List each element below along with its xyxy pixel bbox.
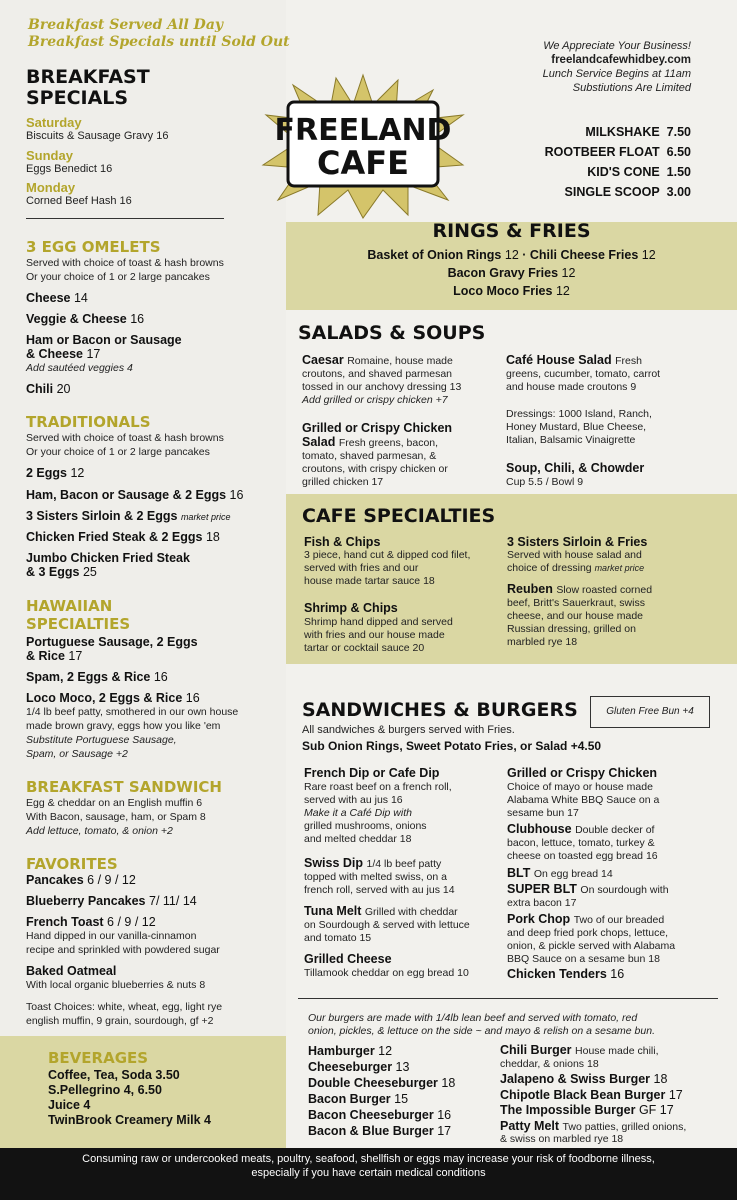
loco-note: Substitute Portuguese Sausage, bbox=[26, 734, 177, 746]
burger-item: Chipotle Black Bean Burger 17 bbox=[500, 1088, 683, 1102]
beverage-item: S.Pellegrino 4, 6.50 bbox=[48, 1083, 162, 1097]
special-day: Monday bbox=[26, 180, 76, 195]
caesar-desc: tossed in our anchovy dressing 13 bbox=[302, 381, 462, 393]
beverage-item: Coffee, Tea, Soda 3.50 bbox=[48, 1068, 180, 1082]
burger-item: Cheeseburger 13 bbox=[308, 1060, 410, 1074]
ft-desc: recipe and sprinkled with powdered sugar bbox=[26, 944, 220, 956]
disclaimer-line: especially if you have certain medical conditions bbox=[251, 1167, 486, 1179]
burger-item: Double Cheeseburger 18 bbox=[308, 1076, 456, 1090]
dessert-list bbox=[545, 122, 691, 202]
beverage-item: TwinBrook Creamery Milk 4 bbox=[48, 1113, 212, 1127]
menu-item: Loco Moco, 2 Eggs & Rice 16 bbox=[26, 691, 200, 705]
shrimp-desc: with fries and our house made bbox=[304, 629, 445, 641]
burger-item: Jalapeno & Swiss Burger 18 bbox=[500, 1072, 668, 1086]
french-desc: grilled mushrooms, onions bbox=[304, 820, 427, 832]
beverage-item: Juice 4 bbox=[48, 1098, 91, 1112]
divider bbox=[26, 218, 224, 219]
traditionals-desc: Or your choice of 1 or 2 large pancakes bbox=[26, 446, 210, 458]
salads-title: SALADS & SOUPS bbox=[298, 322, 486, 344]
traditionals-desc: Served with choice of toast & hash browns bbox=[26, 432, 224, 444]
menu-item: 3 Sisters Sirloin & 2 Eggs market price bbox=[26, 509, 231, 523]
menu-item: Grilled Cheese bbox=[304, 952, 392, 966]
sandwich-line: Egg & cheddar on an English muffin 6 bbox=[26, 797, 203, 809]
menu-item: & Cheese 17 bbox=[26, 347, 101, 361]
fish-desc: house made tartar sauce 18 bbox=[304, 575, 435, 587]
menu-item: & Rice 17 bbox=[26, 649, 83, 663]
burger-item: The Impossible Burger GF 17 bbox=[500, 1103, 674, 1117]
tuna-desc: on Sourdough & served with lettuce bbox=[304, 919, 470, 931]
special-day: Sunday bbox=[26, 148, 73, 163]
menu-item: Cheese 14 bbox=[26, 291, 88, 305]
caesar-desc: croutons, and shaved parmesan bbox=[302, 368, 453, 380]
menu-item: Swiss Dip 1/4 lb beef patty bbox=[304, 856, 442, 870]
favorites-title: FAVORITES bbox=[26, 855, 118, 873]
menu-item: Jumbo Chicken Fried Steak bbox=[26, 551, 190, 565]
french-desc: Rare roast beef on a french roll, bbox=[304, 781, 452, 793]
loco-note: Spam, or Sausage +2 bbox=[26, 748, 128, 760]
french-desc: Make it a Café Dip with bbox=[304, 807, 412, 819]
menu-item: Baked Oatmeal bbox=[26, 964, 117, 978]
hawaiian-title: HAWAIIAN bbox=[26, 597, 113, 615]
cafe-title: CAFE SPECIALTIES bbox=[302, 505, 496, 527]
swiss-desc: french roll, served with au jus 14 bbox=[304, 884, 455, 896]
logo-text-freeland: FREELAND bbox=[274, 113, 452, 148]
logo-burst-icon bbox=[258, 70, 468, 220]
sirloin-desc: Served with house salad and bbox=[507, 549, 642, 561]
menu-item: Chicken Tenders 16 bbox=[507, 967, 625, 981]
menu-item: Fish & Chips bbox=[304, 535, 381, 549]
sandwiches-title: SANDWICHES & BURGERS bbox=[302, 699, 578, 721]
menu-item: Clubhouse Double decker of bbox=[507, 822, 655, 836]
burger-item: Bacon & Blue Burger 17 bbox=[308, 1124, 452, 1138]
rings-line: Bacon Gravy Fries 12 bbox=[447, 266, 576, 280]
menu-item: Portuguese Sausage, 2 Eggs bbox=[26, 635, 198, 649]
gcc-desc: grilled chicken 17 bbox=[302, 476, 384, 488]
hawaiian-title: SPECIALTIES bbox=[26, 615, 131, 633]
appreciate-text: We Appreciate Your Business! bbox=[543, 40, 691, 52]
swiss-desc: topped with melted swiss, on a bbox=[304, 871, 447, 883]
menu-item: Grilled or Crispy Chicken bbox=[302, 421, 453, 435]
shrimp-desc: tartar or cocktail sauce 20 bbox=[304, 642, 425, 654]
dressings: Italian, Balsamic Vinaigrette bbox=[506, 434, 636, 446]
pork-desc: and deep fried pork chops, lettuce, bbox=[507, 927, 669, 939]
ft-desc: Hand dipped in our vanilla-cinnamon bbox=[26, 930, 197, 942]
breakfast-specials-title-1: BREAKFAST bbox=[26, 66, 150, 88]
omelets-desc: Served with choice of toast & hash browns bbox=[26, 257, 224, 269]
sandwiches-sub: Sub Onion Rings, Sweet Potato Fries, or Salad +4.50 bbox=[302, 739, 602, 753]
burger-item: Patty Melt Two patties, grilled onions, bbox=[500, 1119, 687, 1133]
menu-item: Spam, 2 Eggs & Rice 16 bbox=[26, 670, 168, 684]
sirloin-desc: choice of dressing market price bbox=[507, 562, 645, 574]
burger-item: Hamburger 12 bbox=[308, 1044, 393, 1058]
grilled-desc: Tillamook cheddar on egg bread 10 bbox=[304, 967, 469, 979]
burger-item: Chili Burger House made chili, bbox=[500, 1043, 659, 1057]
toast-choices: Toast Choices: white, wheat, egg, light rye bbox=[26, 1001, 223, 1013]
website-link[interactable]: freelandcafewhidbey.com bbox=[551, 54, 691, 66]
reuben-desc: beef, Britt's Sauerkraut, swiss bbox=[507, 597, 645, 609]
divider bbox=[298, 998, 718, 999]
menu-item: & 3 Eggs 25 bbox=[26, 565, 97, 579]
chili-desc: cheddar, & onions 18 bbox=[500, 1058, 599, 1070]
patty-desc: & swiss on marbled rye 18 bbox=[500, 1133, 624, 1145]
menu-item: Caesar Romaine, house made bbox=[302, 353, 453, 367]
rings-line: Loco Moco Fries 12 bbox=[453, 284, 570, 298]
gcc-desc: croutons, with crispy chicken or bbox=[302, 463, 448, 475]
menu-item: Chili 20 bbox=[26, 382, 71, 396]
menu-item: Blueberry Pancakes 7/ 11/ 14 bbox=[26, 894, 197, 908]
caesar-note: Add grilled or crispy chicken +7 bbox=[302, 394, 448, 406]
menu-item: SUPER BLT On sourdough with bbox=[507, 882, 669, 896]
menu-item: Salad Fresh greens, bacon, bbox=[302, 435, 439, 449]
sandwich-line: Add lettuce, tomato, & onion +2 bbox=[26, 825, 173, 837]
breakfast-specials-title-2: SPECIALS bbox=[26, 87, 129, 109]
burger-note: onion, pickles, & lettuce on the side ~ and mayo & relish on a sesame bun. bbox=[308, 1025, 655, 1037]
menu-item: 2 Eggs 12 bbox=[26, 466, 85, 480]
dessert-item: KID'S CONE 1.50 bbox=[587, 165, 691, 179]
menu-item: Pork Chop Two of our breaded bbox=[507, 912, 665, 926]
menu-item: Shrimp & Chips bbox=[304, 601, 398, 615]
dessert-item: MILKSHAKE 7.50 bbox=[585, 125, 691, 139]
club-desc: cheese on toasted egg bread 16 bbox=[507, 850, 658, 862]
fish-desc: 3 piece, hand cut & dipped cod filet, bbox=[304, 549, 471, 561]
dessert-item: SINGLE SCOOP 3.00 bbox=[564, 185, 691, 199]
french-desc: served with au jus 16 bbox=[304, 794, 403, 806]
menu-item: Tuna Melt Grilled with cheddar bbox=[304, 904, 458, 918]
soup-desc: Cup 5.5 / Bowl 9 bbox=[506, 476, 584, 488]
rings-title: RINGS & FRIES bbox=[432, 220, 591, 242]
house-desc: and house made croutons 9 bbox=[506, 381, 637, 393]
pork-desc: BBQ Sauce on a sesame bun 18 bbox=[507, 953, 660, 965]
dessert-item: ROOTBEER FLOAT 6.50 bbox=[544, 145, 691, 159]
loco-desc: 1/4 lb beef patty, smothered in our own house bbox=[26, 706, 239, 718]
dressings: Honey Mustard, Blue Cheese, bbox=[506, 421, 647, 433]
special-item: Corned Beef Hash 16 bbox=[26, 195, 132, 207]
french-desc: and melted cheddar 18 bbox=[304, 833, 412, 845]
tuna-desc: and tomato 15 bbox=[304, 932, 372, 944]
menu-item: Café House Salad Fresh bbox=[506, 353, 642, 367]
sblt-desc: extra bacon 17 bbox=[507, 897, 577, 909]
fish-desc: served with fries and our bbox=[304, 562, 419, 574]
menu-item: Grilled or Crispy Chicken bbox=[507, 766, 658, 780]
menu-item: French Dip or Cafe Dip bbox=[304, 766, 440, 780]
rings-line: Basket of Onion Rings 12 · Chili Cheese Fries 12 bbox=[367, 248, 656, 262]
gcc-sandwich-desc: sesame bun 17 bbox=[507, 807, 579, 819]
gcc-sandwich-desc: Choice of mayo or house made bbox=[507, 781, 653, 793]
special-item: Biscuits & Sausage Gravy 16 bbox=[26, 130, 169, 142]
subs-text: Substiutions Are Limited bbox=[572, 82, 691, 94]
sandwiches-sub: All sandwiches & burgers served with Fries. bbox=[302, 724, 515, 736]
special-day: Saturday bbox=[26, 115, 82, 130]
club-desc: bacon, lettuce, tomato, turkey & bbox=[507, 837, 655, 849]
shrimp-desc: Shrimp hand dipped and served bbox=[304, 616, 453, 628]
menu-item: 3 Sisters Sirloin & Fries bbox=[507, 535, 648, 549]
menu-item: Chicken Fried Steak & 2 Eggs 18 bbox=[26, 530, 220, 544]
menu-item: Soup, Chili, & Chowder bbox=[506, 461, 645, 475]
freeland-cafe-logo bbox=[258, 70, 468, 220]
menu-item: Ham or Bacon or Sausage bbox=[26, 333, 182, 347]
toast-choices: english muffin, 9 grain, sourdough, gf +2 bbox=[26, 1015, 214, 1027]
gluten-free-box: Gluten Free Bun +4 bbox=[590, 696, 710, 728]
burger-item: Bacon Burger 15 bbox=[308, 1092, 409, 1106]
beverages-title: BEVERAGES bbox=[48, 1049, 149, 1067]
lunch-text: Lunch Service Begins at 11am bbox=[542, 68, 691, 80]
oatmeal-desc: With local organic blueberries & nuts 8 bbox=[26, 979, 206, 991]
menu-item: Reuben Slow roasted corned bbox=[507, 582, 653, 596]
reuben-desc: Russian dressing, grilled on bbox=[507, 623, 636, 635]
tagline-1: Breakfast Served All Day bbox=[28, 17, 224, 33]
gcc-sandwich-desc: Alabama White BBQ Sauce on a bbox=[507, 794, 660, 806]
footer-disclaimer bbox=[0, 1148, 737, 1200]
sandwich-title: BREAKFAST SANDWICH bbox=[26, 778, 222, 796]
pork-desc: onion, & pickle served with Alabama bbox=[507, 940, 676, 952]
omelets-title: 3 EGG OMELETS bbox=[26, 238, 161, 256]
omelets-note: Add sautéed veggies 4 bbox=[26, 362, 133, 374]
burger-list-left bbox=[308, 1043, 455, 1139]
special-item: Eggs Benedict 16 bbox=[26, 163, 113, 175]
reuben-desc: cheese, and our house made bbox=[507, 610, 644, 622]
menu-item: BLT On egg bread 14 bbox=[507, 866, 613, 880]
reuben-desc: marbled rye 18 bbox=[507, 636, 578, 648]
menu-item: Ham, Bacon or Sausage & 2 Eggs 16 bbox=[26, 488, 244, 502]
sandwich-line: With Bacon, sausage, ham, or Spam 8 bbox=[26, 811, 206, 823]
logo-text-cafe: CAFE bbox=[317, 144, 409, 182]
house-desc: greens, cucumber, tomato, carrot bbox=[506, 368, 661, 380]
disclaimer-line: Consuming raw or undercooked meats, poultry, seafood, shellfish or eggs may increase your risk of foodborne illness, bbox=[82, 1153, 655, 1165]
omelets-desc: Or your choice of 1 or 2 large pancakes bbox=[26, 271, 210, 283]
burger-note: Our burgers are made with 1/4lb lean beef and served with tomato, red bbox=[308, 1012, 638, 1024]
dressings: Dressings: 1000 Island, Ranch, bbox=[506, 408, 652, 420]
menu-item: Veggie & Cheese 16 bbox=[26, 312, 145, 326]
traditionals-title: TRADITIONALS bbox=[26, 413, 151, 431]
burger-item: Bacon Cheeseburger 16 bbox=[308, 1108, 452, 1122]
menu-item: French Toast 6 / 9 / 12 bbox=[26, 915, 156, 929]
loco-desc: made brown gravy, eggs how you like 'em bbox=[26, 720, 221, 732]
menu-item: Pancakes 6 / 9 / 12 bbox=[26, 873, 136, 887]
gcc-desc: tomato, shaved parmesan, & bbox=[302, 450, 437, 462]
tagline-2: Breakfast Specials until Sold Out bbox=[28, 34, 290, 50]
